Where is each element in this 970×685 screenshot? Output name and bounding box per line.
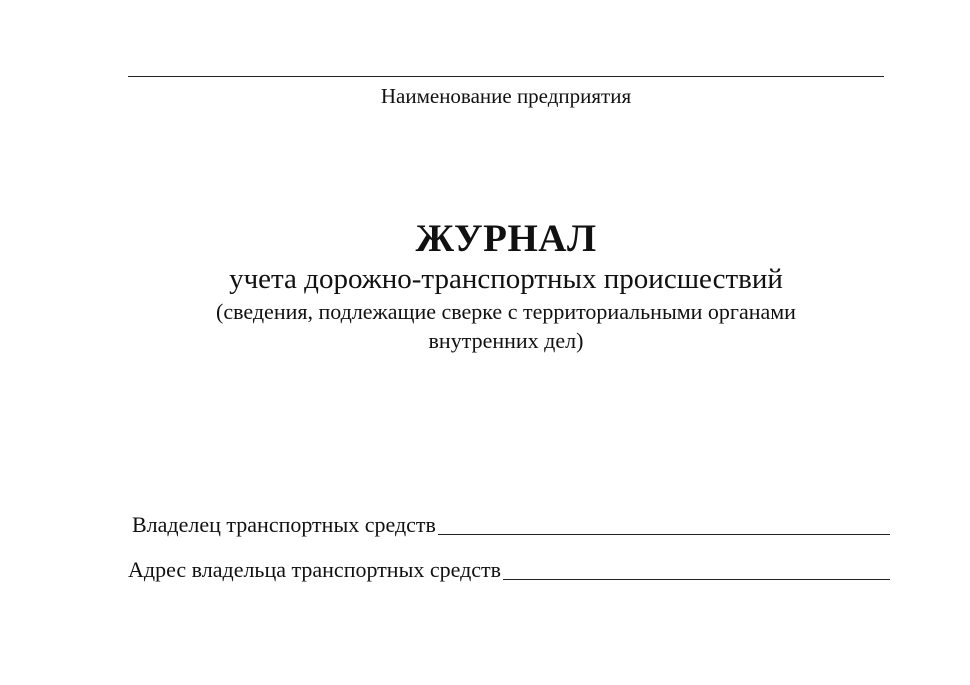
organization-caption: Наименование предприятия <box>380 84 632 108</box>
owner-fill-line <box>438 512 890 535</box>
document-note-line-2: внутренних дел) <box>428 328 584 353</box>
document-subtitle: учета дорожно-транспортных происшествий <box>229 263 783 295</box>
address-label: Адрес владельца транспортных средств <box>128 557 502 582</box>
owner-fields <box>128 510 890 600</box>
owner-field-row <box>128 510 890 538</box>
address-field-row <box>128 555 890 583</box>
organization-name-line <box>128 76 884 77</box>
document-title: ЖУРНАЛ <box>415 217 597 260</box>
document-note-line-1: (сведения, подлежащие сверке с территориальными органами <box>216 299 796 324</box>
address-fill-line <box>503 557 890 580</box>
owner-label: Владелец транспортных средств <box>132 512 436 537</box>
title-block <box>128 216 884 354</box>
